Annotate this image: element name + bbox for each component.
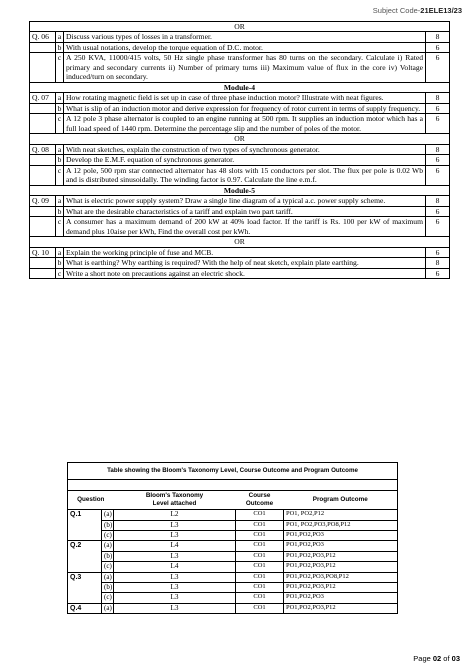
blooms-sub-question: (b): [102, 582, 114, 592]
question-marks: 8: [426, 196, 450, 206]
program-outcome: PO1, PO2,PO3,PO8,P12: [284, 520, 398, 530]
blooms-question-number: [68, 562, 102, 572]
question-marks: 8: [426, 32, 450, 42]
question-number: Q. 06: [30, 32, 56, 42]
blooms-level: L4: [114, 541, 236, 551]
question-number: Q. 09: [30, 196, 56, 206]
program-outcome: PO1,PO2,PO3,PO8,P12: [284, 572, 398, 582]
question-number: [30, 114, 56, 134]
sub-question-letter: b: [56, 42, 64, 52]
course-outcome: CO1: [236, 582, 284, 592]
course-outcome: CO1: [236, 531, 284, 541]
subject-code: [373, 6, 462, 15]
question-marks: 6: [426, 165, 450, 185]
blooms-spacer-row: [68, 480, 398, 491]
question-marks: 8: [426, 144, 450, 154]
sub-question-letter: b: [56, 103, 64, 113]
question-text: Write a short note on precautions against an electric shock.: [64, 268, 426, 278]
program-outcome: PO1,PO2,PO3: [284, 531, 398, 541]
question-row: [30, 206, 450, 216]
or-divider: OR: [30, 237, 450, 247]
question-marks: 6: [426, 103, 450, 113]
course-outcome: CO1: [236, 572, 284, 582]
program-outcome: PO1,PO2,PO3,P12: [284, 551, 398, 561]
sub-question-letter: a: [56, 247, 64, 257]
module-title: Module-4: [30, 82, 450, 92]
sub-question-letter: c: [56, 53, 64, 82]
blooms-row: [68, 582, 398, 592]
question-marks: 8: [426, 258, 450, 268]
question-row: [30, 32, 450, 42]
question-row: [30, 165, 450, 185]
col-header-program-outcome: Program Outcome: [284, 491, 398, 510]
or-divider-row: [30, 22, 450, 32]
program-outcome: PO1, PO2,P12: [284, 510, 398, 520]
program-outcome: PO1,PO2,PO3: [284, 541, 398, 551]
sub-question-letter: a: [56, 144, 64, 154]
blooms-level: L2: [114, 510, 236, 520]
blooms-row: [68, 551, 398, 561]
blooms-level: L3: [114, 603, 236, 613]
sub-question-letter: b: [56, 258, 64, 268]
blooms-table-body: [68, 463, 398, 614]
blooms-question-number: Q.4: [68, 603, 102, 613]
sub-question-letter: b: [56, 155, 64, 165]
module-header-row: [30, 82, 450, 92]
question-text: Develop the E.M.F. equation of synchronous generator.: [64, 155, 426, 165]
question-marks: 6: [426, 268, 450, 278]
sub-question-letter: c: [56, 114, 64, 134]
blooms-sub-question: (c): [102, 531, 114, 541]
question-text: With usual notations, develop the torque equation of D.C. motor.: [64, 42, 426, 52]
question-number: [30, 258, 56, 268]
blooms-question-number: [68, 531, 102, 541]
question-row: [30, 144, 450, 154]
question-marks: 6: [426, 53, 450, 82]
sub-question-letter: a: [56, 196, 64, 206]
question-text: What is electric power supply system? Draw a single line diagram of a typical a.c. power supply scheme.: [64, 196, 426, 206]
blooms-sub-question: (a): [102, 541, 114, 551]
col-header-question: Question: [68, 491, 114, 510]
col-header-course-outcome: Course Outcome: [236, 491, 284, 510]
sub-question-letter: c: [56, 217, 64, 237]
question-row: [30, 268, 450, 278]
program-outcome: PO1,PO2,PO3: [284, 593, 398, 603]
question-row: [30, 258, 450, 268]
blooms-sub-question: (c): [102, 562, 114, 572]
blooms-question-number: [68, 551, 102, 561]
blooms-level: L3: [114, 520, 236, 530]
blooms-question-number: [68, 582, 102, 592]
sub-question-letter: a: [56, 93, 64, 103]
blooms-sub-question: (a): [102, 510, 114, 520]
blooms-row: [68, 603, 398, 613]
blooms-level: L3: [114, 572, 236, 582]
blooms-sub-question: (a): [102, 603, 114, 613]
blooms-sub-question: (a): [102, 572, 114, 582]
question-number: Q. 10: [30, 247, 56, 257]
question-text: What are the desirable characteristics of a tariff and explain two part tariff.: [64, 206, 426, 216]
course-outcome: CO1: [236, 510, 284, 520]
question-row: [30, 196, 450, 206]
question-number: [30, 155, 56, 165]
blooms-row: [68, 531, 398, 541]
course-outcome: CO1: [236, 520, 284, 530]
question-marks: 6: [426, 114, 450, 134]
question-paper-table: [29, 21, 450, 279]
blooms-row: [68, 520, 398, 530]
question-number: [30, 268, 56, 278]
blooms-header-row: [68, 491, 398, 510]
question-marks: 6: [426, 247, 450, 257]
question-marks: 6: [426, 42, 450, 52]
program-outcome: PO1,PO2,PO3,P12: [284, 603, 398, 613]
sub-question-letter: c: [56, 165, 64, 185]
course-outcome: CO1: [236, 541, 284, 551]
blooms-question-number: Q.3: [68, 572, 102, 582]
module-title: Module-5: [30, 185, 450, 195]
blooms-level: L3: [114, 582, 236, 592]
sub-question-letter: c: [56, 268, 64, 278]
question-text: A 12 pole 3 phase alternator is coupled to an engine running at 500 rpm. It supplies an induction motor which has a full load speed of 1440 rpm. Determine the percentage slip and the number of poles of the motor.: [64, 114, 426, 134]
question-marks: 6: [426, 206, 450, 216]
question-row: [30, 155, 450, 165]
question-row: [30, 103, 450, 113]
question-text: What is earthing? Why earthing is required? With the help of neat sketch, explain plate earthing.: [64, 258, 426, 268]
blooms-question-number: [68, 593, 102, 603]
or-divider: OR: [30, 134, 450, 144]
question-number: [30, 217, 56, 237]
course-outcome: CO1: [236, 603, 284, 613]
blooms-level: L3: [114, 551, 236, 561]
blooms-caption-row: [68, 463, 398, 480]
question-text: How rotating magnetic field is set up in case of three phase induction motor? Illustrate with neat figures.: [64, 93, 426, 103]
question-text: A consumer has a maximum demand of 200 kW at 40% load factor. If the tariff is Rs. 100 per kW of maximum demand plus 10aise per kWh, Find the overall cost per kWh.: [64, 217, 426, 237]
blooms-row: [68, 572, 398, 582]
question-row: [30, 217, 450, 237]
subject-code-value: 21ELE13/23: [420, 6, 462, 15]
question-text: Discuss various types of losses in a transformer.: [64, 32, 426, 42]
blooms-level: L4: [114, 562, 236, 572]
question-text: A 12 pole, 500 rpm star connected alternator has 48 slots with 15 conductors per slot. The flux per pole is 0.02 Wb and is distributed sinusoidally. The winding factor is 0.97. Calculate the line e.m.f.: [64, 165, 426, 185]
blooms-caption: Table showing the Bloom's Taxonomy Level, Course Outcome and Program Outcome: [68, 463, 398, 480]
course-outcome: CO1: [236, 562, 284, 572]
blooms-row: [68, 593, 398, 603]
subject-code-label: Subject Code-: [372, 6, 421, 15]
question-number: [30, 53, 56, 82]
question-number: Q. 08: [30, 144, 56, 154]
question-number: [30, 103, 56, 113]
question-text: Explain the working principle of fuse and MCB.: [64, 247, 426, 257]
or-divider: OR: [30, 22, 450, 32]
blooms-question-number: [68, 520, 102, 530]
sub-question-letter: b: [56, 206, 64, 216]
question-row: [30, 42, 450, 52]
question-row: [30, 247, 450, 257]
or-divider-row: [30, 237, 450, 247]
question-number: [30, 206, 56, 216]
question-number: Q. 07: [30, 93, 56, 103]
program-outcome: PO1,PO2,PO3,P12: [284, 582, 398, 592]
blooms-question-number: Q.2: [68, 541, 102, 551]
question-marks: 8: [426, 93, 450, 103]
question-text: With neat sketches, explain the construction of two types of synchronous generator.: [64, 144, 426, 154]
blooms-question-number: Q.1: [68, 510, 102, 520]
blooms-sub-question: (b): [102, 520, 114, 530]
module-header-row: [30, 185, 450, 195]
or-divider-row: [30, 134, 450, 144]
page-number: Page 02 of 03: [413, 654, 460, 663]
blooms-row: [68, 510, 398, 520]
sub-question-letter: a: [56, 32, 64, 42]
question-row: [30, 114, 450, 134]
blooms-row: [68, 541, 398, 551]
blooms-level: L3: [114, 531, 236, 541]
question-row: [30, 93, 450, 103]
question-paper-body: [30, 22, 450, 279]
question-row: [30, 53, 450, 82]
blooms-table: [67, 462, 398, 614]
question-marks: 6: [426, 217, 450, 237]
col-header-blooms-level: Bloom's Taxonomy Level attached: [114, 491, 236, 510]
question-marks: 6: [426, 155, 450, 165]
question-number: [30, 42, 56, 52]
blooms-sub-question: (c): [102, 593, 114, 603]
question-number: [30, 165, 56, 185]
course-outcome: CO1: [236, 551, 284, 561]
question-text: What is slip of an induction motor and derive expression for frequency of rotor current in terms of supply frequency.: [64, 103, 426, 113]
blooms-level: L3: [114, 593, 236, 603]
question-text: A 250 KVA, 11000/415 volts, 50 Hz single phase transformer has 80 turns on the secondary. Calculate i) Rated primary and secondary currents ii) Number of primary turns iii) Maximum value of flux in the core iv) Voltage induced/turn on secondary.: [64, 53, 426, 82]
course-outcome: CO1: [236, 593, 284, 603]
program-outcome: PO1,PO2,PO3,P12: [284, 562, 398, 572]
blooms-row: [68, 562, 398, 572]
blooms-sub-question: (b): [102, 551, 114, 561]
